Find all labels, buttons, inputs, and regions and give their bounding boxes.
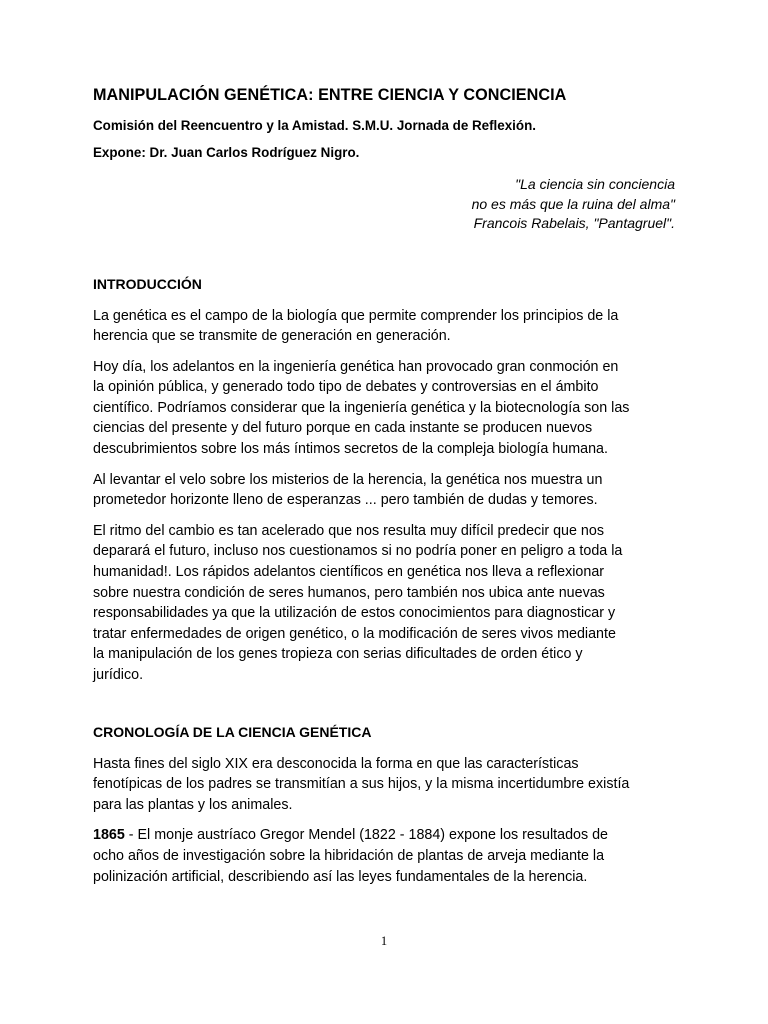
document-page: [93, 86, 685, 887]
cronologia-paragraph-1: [93, 754, 685, 816]
intro-paragraph-4: [93, 521, 685, 686]
text-line: científico. Podríamos considerar que la ingeniería genética y la biotecnología son las: [93, 399, 630, 416]
text-line: humanidad!. Los rápidos adelantos científicos en genética nos lleva a reflexionar: [93, 564, 605, 581]
text-line: fenotípicas de los padres se transmitían a sus hijos, y la misma incertidumbre existía: [93, 776, 630, 793]
text-line: herencia que se transmite de generación en generación.: [93, 328, 451, 345]
intro-paragraph-2: [93, 357, 685, 460]
text-line: tratar enfermedades de origen genético, o la modificación de seres vivos mediante: [93, 625, 616, 642]
year-label: 1865: [93, 827, 125, 844]
cronologia-paragraph-2: [93, 825, 685, 887]
text-line: sobre nuestra condición de seres humanos, pero también nos ubica ante nuevas: [93, 584, 605, 601]
epigraph-line: no es más que la ruina del alma": [471, 195, 675, 212]
text-line: ciencias del presente y del futuro porque en cada instante se producen nuevos: [93, 420, 593, 437]
intro-paragraph-3: [93, 470, 685, 511]
epigraph-line: "La ciencia sin conciencia: [515, 176, 675, 192]
text-line: descubrimientos sobre los más íntimos secretos de la compleja biología humana.: [93, 441, 608, 458]
text-line: responsabilidades ya que la utilización de estos conocimientos para diagnosticar y: [93, 605, 616, 622]
text-line: deparará el futuro, incluso nos cuestionamos si no podría poner en peligro a toda la: [93, 543, 623, 560]
text-line: ocho años de investigación sobre la hibridación de plantas de arveja mediante la: [93, 847, 605, 864]
text-line: [93, 825, 685, 846]
text-line-rest: - El monje austríaco Gregor Mendel (1822 - 1884) expone los resultados de: [124, 827, 608, 844]
text-line: para las plantas y los animales.: [93, 796, 293, 813]
section-heading-cronologia: CRONOLOGÍA DE LA CIENCIA GENÉTICA: [93, 723, 372, 740]
section-heading-introduccion: INTRODUCCIÓN: [93, 275, 202, 292]
text-line: jurídico.: [93, 667, 144, 683]
text-line: La genética es el campo de la biología que permite comprender los principios de la: [93, 307, 619, 324]
text-line: Hasta fines del siglo XIX era desconocida la forma en que las características: [93, 755, 579, 772]
text-line: Hoy día, los adelantos en la ingeniería genética han provocado gran conmoción en: [93, 358, 619, 375]
text-line: la opinión pública, y generado todo tipo de debates y controversias en el ámbito: [93, 379, 599, 396]
text-line: Al levantar el velo sobre los misterios de la herencia, la genética nos muestra un: [93, 471, 603, 488]
epigraph-attribution: Francois Rabelais, "Pantagruel".: [473, 215, 675, 231]
document-title: MANIPULACIÓN GENÉTICA: ENTRE CIENCIA Y CONCIENCIA: [93, 86, 567, 104]
intro-paragraph-1: [93, 306, 685, 347]
text-line: prometedor horizonte lleno de esperanzas ... pero también de dudas y temores.: [93, 492, 598, 509]
epigraph-quote: [355, 175, 675, 234]
text-line: polinización artificial, describiendo así las leyes fundamentales de la herencia.: [93, 868, 588, 885]
text-line: El ritmo del cambio es tan acelerado que nos resulta muy difícil predecir que nos: [93, 522, 604, 539]
organization-line: Comisión del Reencuentro y la Amistad. S.M.U. Jornada de Reflexión.: [93, 118, 536, 133]
speaker-line: Expone: Dr. Juan Carlos Rodríguez Nigro.: [93, 145, 360, 160]
page-number: 1: [380, 934, 388, 948]
text-line: la manipulación de los genes tropieza con serias dificultades de orden ético y: [93, 646, 583, 663]
